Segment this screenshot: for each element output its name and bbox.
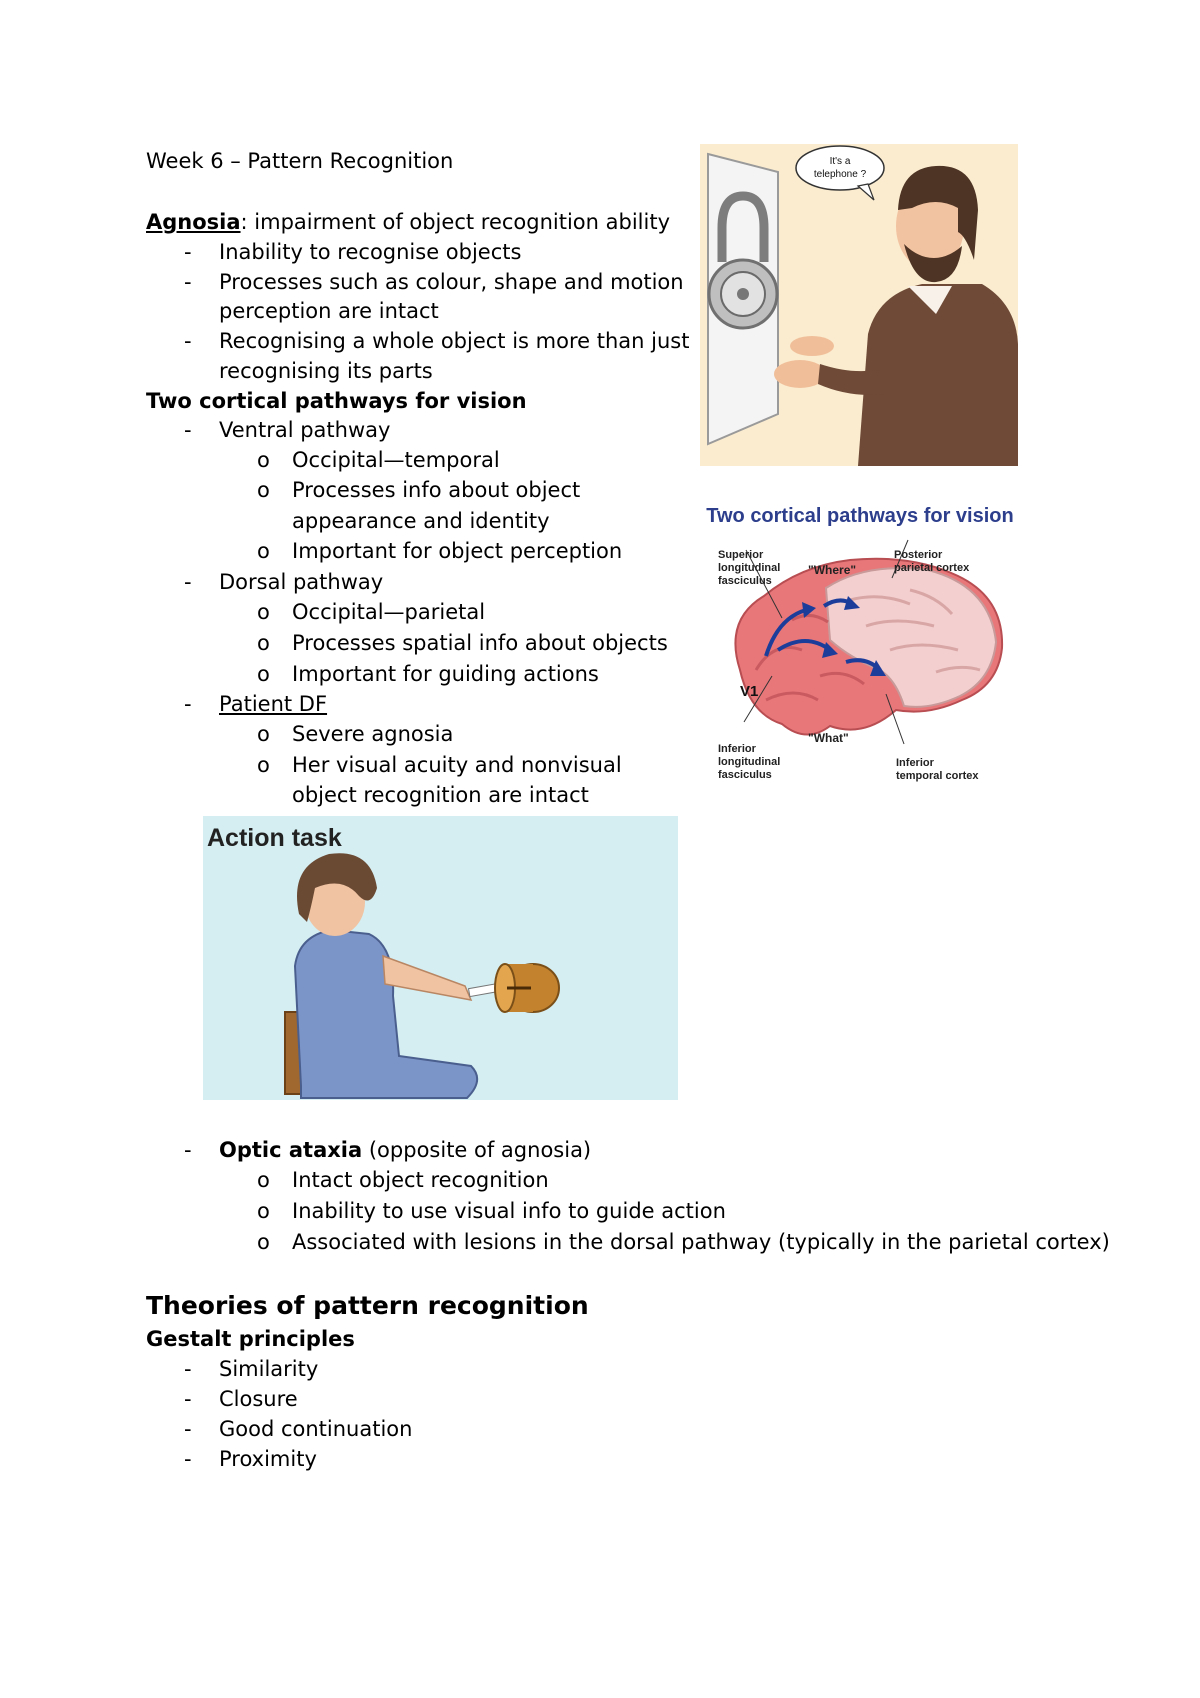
label-inferior-temp-1: Inferior (896, 757, 934, 769)
pathways-heading: Two cortical pathways for vision (146, 389, 527, 413)
bubble-text-line2: telephone ? (813, 169, 867, 180)
label-superior-3: fasciculus (718, 575, 772, 587)
bullet-circle: o (257, 753, 270, 777)
list-item: Processes such as colour, shape and motion (219, 270, 684, 294)
label-inferior-long-2: longitudinal (718, 756, 781, 768)
bullet-dash: - (184, 240, 192, 264)
bullet-circle: o (257, 722, 270, 746)
bullet-dash: - (184, 570, 192, 594)
brain-diagram-title: Two cortical pathways for vision (706, 505, 1014, 527)
bullet-dash: - (184, 692, 192, 716)
label-inferior-long-1: Inferior (718, 743, 756, 755)
bullet-dash: - (184, 1387, 192, 1411)
bullet-dash: - (184, 1357, 192, 1381)
optic-ataxia-note: (opposite of agnosia) (362, 1138, 592, 1162)
bullet-dash: - (184, 270, 192, 294)
list-item-continuation: appearance and identity (292, 509, 550, 533)
list-item: Occipital—temporal (292, 448, 500, 472)
bullet-dash: - (184, 329, 192, 353)
list-item: Processes spatial info about objects (292, 631, 668, 655)
agnosia-term: Agnosia (146, 210, 241, 234)
list-item: Proximity (219, 1447, 317, 1471)
label-posterior-2: parietal cortex (894, 562, 970, 574)
bullet-circle: o (257, 539, 270, 563)
label-inferior-temp-2: temporal cortex (896, 770, 979, 782)
action-task-title: Action task (207, 824, 342, 852)
list-item: Her visual acuity and nonvisual (292, 753, 622, 777)
label-superior-1: Superior (718, 549, 764, 561)
label-v1: V1 (740, 683, 759, 700)
list-item: Recognising a whole object is more than just (219, 329, 690, 353)
list-item: Occipital—parietal (292, 600, 486, 624)
list-item: Intact object recognition (292, 1168, 549, 1192)
list-item: Inability to use visual info to guide action (292, 1199, 726, 1223)
telephone-illustration (700, 144, 1018, 466)
dorsal-pathway-label: Dorsal pathway (219, 570, 384, 594)
list-item-continuation: object recognition are intact (292, 783, 589, 807)
ventral-pathway-label: Ventral pathway (219, 418, 391, 442)
agnosia-definition: : impairment of object recognition ability (240, 210, 670, 234)
action-task-illustration (203, 816, 678, 1100)
list-item: Associated with lesions in the dorsal pathway (typically in the parietal cortex) (292, 1230, 1110, 1254)
bullet-circle: o (257, 600, 270, 624)
bullet-circle: o (257, 1199, 270, 1223)
list-item-continuation: perception are intact (219, 299, 439, 323)
label-where: "Where" (808, 563, 857, 577)
label-superior-2: longitudinal (718, 562, 781, 574)
theories-heading: Theories of pattern recognition (146, 1291, 589, 1320)
optic-ataxia-line (219, 1136, 591, 1164)
list-item: Similarity (219, 1357, 319, 1381)
list-item: Processes info about object (292, 478, 581, 502)
list-item: Good continuation (219, 1417, 413, 1441)
list-item: Important for object perception (292, 539, 623, 563)
bullet-dash: - (184, 418, 192, 442)
list-item: Severe agnosia (292, 722, 454, 746)
list-item: Important for guiding actions (292, 662, 599, 686)
bullet-dash: - (184, 1417, 192, 1441)
label-posterior-1: Posterior (894, 549, 943, 561)
optic-ataxia-term: Optic ataxia (219, 1138, 363, 1162)
bullet-circle: o (257, 662, 270, 686)
page-title: Week 6 – Pattern Recognition (146, 149, 454, 173)
list-item: Inability to recognise objects (219, 240, 522, 264)
bubble-text-line1: It's a (829, 156, 851, 167)
bullet-circle: o (257, 478, 270, 502)
label-what: "What" (808, 731, 849, 745)
bullet-dash: - (184, 1138, 192, 1162)
brain-pathways-diagram (690, 500, 1030, 792)
agnosia-definition-line (146, 208, 670, 236)
bullet-circle: o (257, 631, 270, 655)
label-inferior-long-3: fasciculus (718, 769, 772, 781)
bullet-dash: - (184, 1447, 192, 1471)
bullet-circle: o (257, 448, 270, 472)
patient-df-label: Patient DF (219, 692, 328, 716)
bullet-circle: o (257, 1230, 270, 1254)
bullet-circle: o (257, 1168, 270, 1192)
list-item-continuation: recognising its parts (219, 359, 433, 383)
gestalt-heading: Gestalt principles (146, 1327, 355, 1351)
list-item: Closure (219, 1387, 298, 1411)
